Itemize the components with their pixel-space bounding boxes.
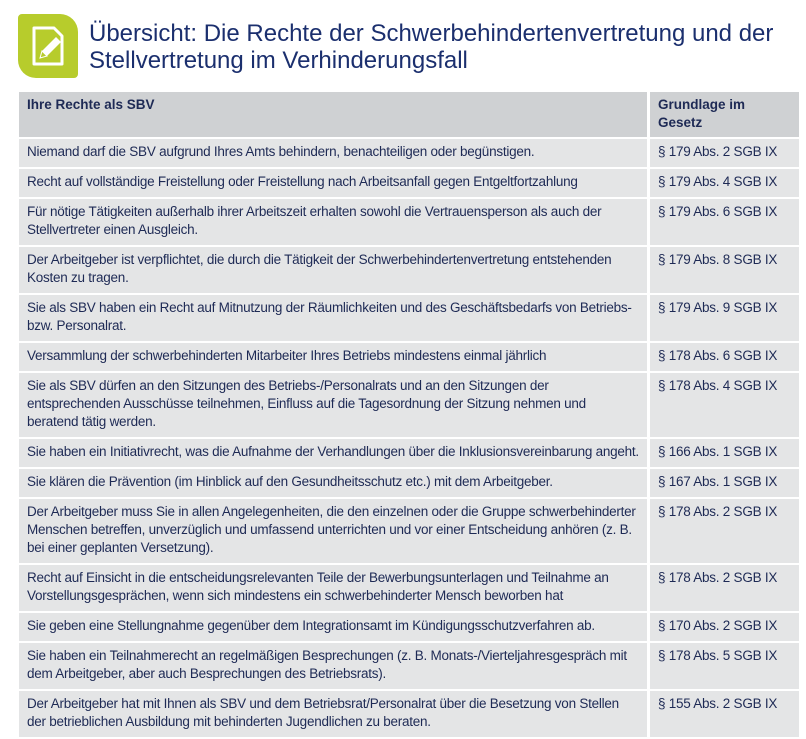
law-cell: § 178 Abs. 4 SGB IX xyxy=(647,373,799,437)
table-row xyxy=(19,613,799,641)
right-cell: Sie geben eine Stellungnahme gegenüber dem Integrationsamt im Kündigungsschutzverfahren ab. xyxy=(19,613,647,641)
table-row xyxy=(19,247,799,293)
table-row xyxy=(19,199,799,245)
law-cell: § 167 Abs. 1 SGB IX xyxy=(647,469,799,497)
law-cell: § 155 Abs. 2 SGB IX xyxy=(647,691,799,737)
law-cell: § 179 Abs. 2 SGB IX xyxy=(647,139,799,167)
right-cell: Sie als SBV haben ein Recht auf Mitnutzung der Räumlichkeiten und des Geschäftsbedarfs von Betriebs- bzw. Personalrat. xyxy=(19,295,647,341)
law-cell: § 178 Abs. 6 SGB IX xyxy=(647,343,799,371)
right-cell: Sie haben ein Teilnahmerecht an regelmäßigen Besprechungen (z. B. Monats-/Vierteljahresgespräch mit dem Arbeitgeber, aber auch Besprechungen des Betriebsrats). xyxy=(19,643,647,689)
law-cell: § 179 Abs. 9 SGB IX xyxy=(647,295,799,341)
table-row xyxy=(19,643,799,689)
table-row xyxy=(19,343,799,371)
right-cell: Recht auf Einsicht in die entscheidungsrelevanten Teile der Bewerbungsunterlagen und Teilnahme an Vorstellungsgesprächen, wenn sich mindestens ein schwerbehinderter Mensch beworben hat xyxy=(19,565,647,611)
law-cell: § 178 Abs. 2 SGB IX xyxy=(647,499,799,563)
law-cell: § 166 Abs. 1 SGB IX xyxy=(647,439,799,467)
right-cell: Der Arbeitgeber hat mit Ihnen als SBV und dem Betriebsrat/Personalrat über die Besetzung von Stellen der betrieblichen Ausbildung mit behinderten Jugendlichen zu beraten. xyxy=(19,691,647,737)
law-cell: § 179 Abs. 4 SGB IX xyxy=(647,169,799,197)
table-body xyxy=(19,139,799,737)
right-cell: Sie als SBV dürfen an den Sitzungen des Betriebs-/Personalrats und an den Sitzungen der entsprechenden Ausschüsse teilnehmen, Einfluss auf die Tagesordnung der Sitzung nehmen und beratend tätig werden. xyxy=(19,373,647,437)
law-cell: § 179 Abs. 6 SGB IX xyxy=(647,199,799,245)
table-row xyxy=(19,469,799,497)
rights-table xyxy=(19,90,799,739)
law-cell: § 170 Abs. 2 SGB IX xyxy=(647,613,799,641)
page-title: Übersicht: Die Rechte der Schwerbehindertenvertretung und der Stellvertretung im Verhinderungsfall xyxy=(89,20,774,74)
page-header xyxy=(0,0,806,88)
document-pencil-icon xyxy=(18,14,78,78)
right-cell: Der Arbeitgeber muss Sie in allen Angelegenheiten, die den einzelnen oder die Gruppe schwerbehinderter Menschen betreffen, unverzüglich und umfassend unterrichten und vor einer Entscheidung anhören (z. B. bei einer geplanten Versetzung). xyxy=(19,499,647,563)
document-pencil-icon-graphic xyxy=(28,24,68,68)
table-row xyxy=(19,295,799,341)
right-cell: Sie klären die Prävention (im Hinblick auf den Gesundheitsschutz etc.) mit dem Arbeitgeber. xyxy=(19,469,647,497)
law-cell: § 178 Abs. 5 SGB IX xyxy=(647,643,799,689)
table-row xyxy=(19,139,799,167)
table-row xyxy=(19,499,799,563)
table-row xyxy=(19,439,799,467)
table-row xyxy=(19,169,799,197)
law-cell: § 179 Abs. 8 SGB IX xyxy=(647,247,799,293)
column-header-rights: Ihre Rechte als SBV xyxy=(19,92,647,137)
table-header-row xyxy=(19,92,799,137)
table-row xyxy=(19,565,799,611)
right-cell: Versammlung der schwerbehinderten Mitarbeiter Ihres Betriebs mindestens einmal jährlich xyxy=(19,343,647,371)
right-cell: Sie haben ein Initiativrecht, was die Aufnahme der Verhandlungen über die Inklusionsvereinbarung angeht. xyxy=(19,439,647,467)
right-cell: Der Arbeitgeber ist verpflichtet, die durch die Tätigkeit der Schwerbehindertenvertretung entstehenden Kosten zu tragen. xyxy=(19,247,647,293)
right-cell: Niemand darf die SBV aufgrund Ihres Amts behindern, benachteiligen oder begünstigen. xyxy=(19,139,647,167)
law-cell: § 178 Abs. 2 SGB IX xyxy=(647,565,799,611)
table-row xyxy=(19,691,799,737)
right-cell: Recht auf vollständige Freistellung oder Freistellung nach Arbeitsanfall gegen Entgeltfortzahlung xyxy=(19,169,647,197)
right-cell: Für nötige Tätigkeiten außerhalb ihrer Arbeitszeit erhalten sowohl die Vertrauensperson als auch der Stellvertreter einen Ausgleich. xyxy=(19,199,647,245)
table-row xyxy=(19,373,799,437)
column-header-law: Grundlage im Gesetz xyxy=(647,92,799,137)
